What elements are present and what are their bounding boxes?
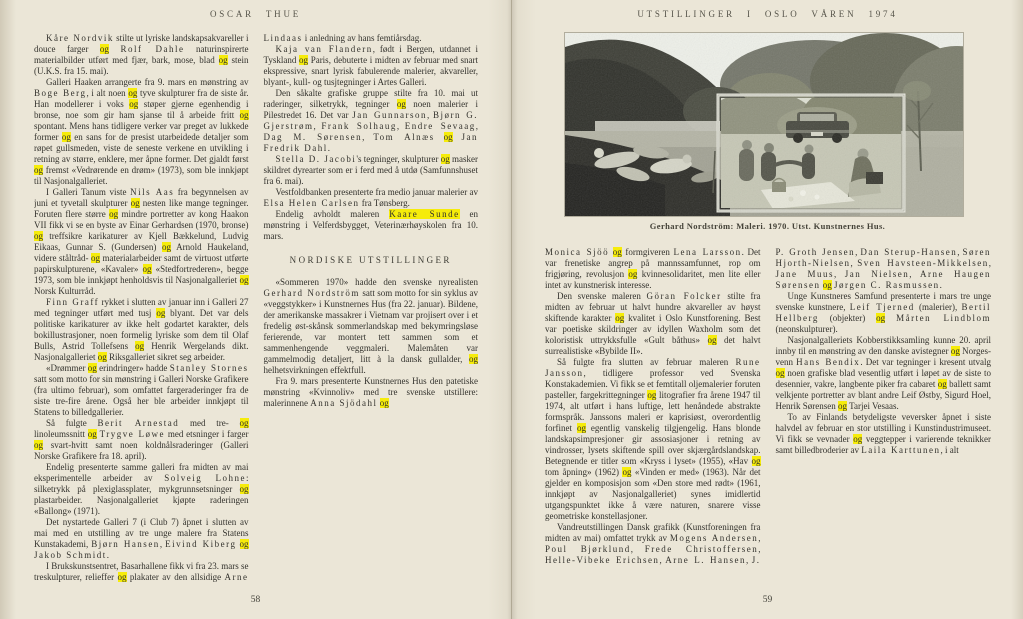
- person-name: Mogens Andersen: [669, 533, 759, 543]
- person-name: Leif Tjerned: [849, 302, 915, 312]
- person-name: Kaja van Flandern: [275, 44, 373, 54]
- page-right: [512, 0, 1023, 619]
- search-highlight: og: [622, 467, 632, 477]
- search-highlight: og: [443, 132, 453, 142]
- search-highlight: og: [218, 55, 228, 65]
- search-highlight: og: [239, 418, 249, 428]
- person-name: Eivind Kiberg: [165, 539, 237, 549]
- person-name: Hans Bendix: [796, 357, 861, 367]
- person-name: Dag M. Sørensen: [263, 132, 363, 142]
- search-highlight: og: [853, 434, 863, 444]
- exhibition-photo: [565, 33, 963, 216]
- person-name: Berit Arnestad: [97, 418, 180, 428]
- search-highlight: og: [87, 363, 97, 373]
- section-heading: NORDISKE UTSTILLINGER: [289, 255, 452, 265]
- paragraph: Fra 9. mars presenterte Kunstnernes Hus den patetiske mønstring «Kvinnoliv» med tre svenske utstillere: malerinnene Anna Sjödahl og: [263, 376, 478, 408]
- paragraph: Så fulgte Berit Arnestad med tre- og linoleumssnitt og Trygve Løwe med etsninger i farger og svart-hvitt samt noen koldnålsraderinger (Galleri Norske Grafikere fra 18. april).: [34, 418, 249, 461]
- search-highlight: og: [91, 253, 100, 263]
- person-name: Stella D. Jacobi: [275, 154, 357, 164]
- search-highlight: og: [751, 456, 761, 466]
- photo-caption: Gerhard Nordström: Maleri. 1970. Utst. Kunstnernes Hus.: [649, 221, 886, 231]
- paragraph: Monica Sjöö og formgiveren Lena Larsson. Det var frenetiske angrep på mannssamfunnet, rop om frigjøring, revolusjon og kvinnesolidaritet, men lite eller intet av kunstnerisk interesse.: [545, 247, 761, 290]
- paragraph: Vestfoldbanken presenterte fra medio januar malerier av Elsa Helen Carlsen fra Tønsberg.: [263, 187, 478, 208]
- search-highlight: og: [87, 429, 97, 439]
- search-highlight: og: [97, 352, 107, 362]
- person-name: Finn Graff: [46, 297, 100, 307]
- person-name: Jan Gunnarson: [352, 110, 427, 120]
- search-highlight: og: [299, 55, 309, 65]
- search-highlight: og: [239, 539, 249, 549]
- paragraph: Kåre Nordvik stilte ut lyriske landskapsakvareller i douce farger og Rolf Dahle naturinspirerte materialbilder utført med fjær, bark, mose, blad og stein (U.K.S. fra 15. mai).: [34, 33, 249, 76]
- paragraph: To av Finlands betydeligste veversker åpnet i siste halvdel av februar en stor utstilling i Kunstindustrimuseet. Vi fikk se vevnader og veggtepper i varierende teknikker samt billedbroderier av Laila Karttunen, i alt: [775, 412, 991, 455]
- paragraph: Endelig avholdt maleren Kaare Sunde en mønstring i Velferdsbygget, Veterinærhøyskolen fra 10. mars.: [263, 209, 478, 241]
- paragraph: Det nystartede Galleri 7 (i Club 7) åpnet i slutten av mai med en utstilling av tre unge malere fra Statens Kunstakademi, Bjørn Hansen, Eivind Kiberg og Jakob Schmidt.: [34, 517, 249, 560]
- person-name: Endre Sevaag: [404, 121, 476, 131]
- exhibition-photo-illustration: [565, 33, 963, 216]
- person-name: Mårten Lindblom: [896, 313, 991, 323]
- person-name: Kåre Nordvik: [46, 33, 114, 43]
- search-highlight: og: [239, 275, 249, 285]
- paragraph: I Galleri Tanum viste Nils Aas fra begynnelsen av juni et tyvetall skulpturer og nesten like mange tegninger. Foruten flere større og mindre portretter av kong Haakon VII fikk vi se en byste av Einar Gerhardsen (1970, bronse) og treffsikre karikaturer av Kjell Bækkelund, Ludvig Eikaas, Gunnar S. (Gundersen) og Arnold Haukeland, videre ståltråd- og materialarbeider samt de virtuost utførte papirskulpturene, «Kavaler» og «Stedfortrederen», begge 1973, som ble innkjøpt henholdsvis til Nasjonalgalleriet og Norsk Kulturråd.: [34, 187, 249, 296]
- search-highlight: og: [109, 209, 119, 219]
- search-highlight: og: [130, 198, 140, 208]
- search-highlight: og: [239, 110, 249, 120]
- paragraph: Vandreutstillingen Dansk grafikk (Kunstforeningen fra midten av mai) omfattet trykk av Mogens Andersen, Poul Bjørklund, Frede Christoffersen, Helle-Vibeke Erichsen, Arne L. Hansen, J. P. Groth Jensen, Dan Sterup-Hansen, Søren Hjorth-Nielsen, Sven Havsteen-Mikkelsen, Jane Muus, Jan Nielsen, Arne Haugen Sørensen og Jørgen C. Rasmussen.: [545, 247, 991, 565]
- search-highlight: og: [937, 379, 947, 389]
- person-name: Monica Sjöö: [545, 247, 610, 257]
- search-highlight: og: [615, 313, 625, 323]
- paragraph: Galleri Haaken arrangerte fra 9. mars en mønstring av Boge Berg, i alt noen og tyve skulpturer fra de siste år. Han modellerer i voks og støper gjerne egenhendig i bronse, noe som gir ham sjanse til å arbeide fritt og spontant. Mens hans tidligere verker var preget av lukkede former og en sans for de presist utarbeidede detaljer som røpet gullsmeden, viste de seneste verkene en utvikling i retning av større, enklere, mer åpne former. Det gjaldt først og fremst «Vedrørende en drøm» (1973), som ble innkjøpt til Nasjonalgalleriet.: [34, 77, 249, 186]
- search-highlight: og: [142, 264, 152, 274]
- left-page-text-columns: [34, 33, 478, 589]
- person-name: Jakob Schmidt: [34, 550, 107, 560]
- person-name: Gerhard Nordström: [263, 288, 360, 298]
- running-head-right: UTSTILLINGER I OSLO VÅREN 1974: [637, 9, 898, 19]
- person-name: Tom Alnæs: [373, 132, 435, 142]
- search-highlight: og: [162, 242, 171, 252]
- person-name: Dan Sterup-Hansen: [860, 247, 958, 257]
- person-name: Jørgen C. Rasmussen: [834, 280, 940, 290]
- search-highlight: og: [775, 368, 785, 378]
- person-name: Arne Haugen Sørensen: [775, 269, 991, 290]
- person-name: Bjørn Hansen: [91, 539, 160, 549]
- search-highlight: og: [950, 346, 960, 356]
- person-name: Jan Fredrik Dahl: [263, 132, 478, 153]
- search-highlight: og: [156, 308, 166, 318]
- search-highlight: og: [61, 132, 71, 142]
- page-left: [0, 0, 511, 619]
- person-name: Rolf Dahle: [120, 44, 185, 54]
- search-highlight: og: [135, 341, 145, 351]
- person-name: Göran Folcker: [646, 291, 722, 301]
- person-name: Lena Larsson: [673, 247, 742, 257]
- paragraph: I Brukskunstsentret, Basarhallene fikk vi fra 23. mars se treskulpturer, relieffer og plakater av den allsidige Arne Lindaas i anledning av hans femtiårsdag.: [34, 33, 422, 582]
- paragraph: Unge Kunstneres Samfund presenterte i mars tre unge svenske kunstnere, Leif Tjerned (malerier), Bertil Hellberg (objekter) og Mårten Lindblom (neonskulpturer).: [775, 291, 991, 334]
- person-name: Bertil Hellberg: [775, 302, 991, 323]
- search-highlight: [389, 209, 459, 219]
- search-highlight: og: [396, 99, 406, 109]
- search-highlight: og: [99, 44, 109, 54]
- person-name: Jan Nielsen: [844, 269, 910, 279]
- search-highlight: og: [707, 335, 717, 345]
- running-head-left: OSCAR THUE: [209, 9, 302, 19]
- search-highlight: og: [129, 99, 139, 109]
- search-highlight: og: [128, 88, 138, 98]
- search-highlight: og: [440, 154, 450, 164]
- person-name: Frede Christoffersen: [644, 544, 759, 554]
- search-highlight: og: [876, 313, 886, 323]
- paragraph: Stella D. Jacobi's tegninger, skulpturer og masker skildret dyrearter som er i ferd med å utdø (Samfunnshuset fra 6. mai).: [263, 154, 478, 186]
- person-name: Nils Aas: [130, 187, 175, 197]
- person-name: Solveig Lohne: [164, 473, 246, 483]
- search-highlight: og: [34, 231, 43, 241]
- person-name: Jane Muus: [775, 269, 834, 279]
- paragraph: Kaja van Flandern, født i Bergen, utdannet i Tyskland og Paris, debuterte i midten av februar med snart ekspressive, snart lyrisk fabulerende malerier, akvareller, blyant-, kull- og tusjtegninger i Artes Galleri.: [263, 44, 478, 87]
- person-name: Bjørn G. Gjerstrøm: [263, 110, 478, 131]
- search-highlight: og: [838, 401, 847, 411]
- person-name: Arne L. Hansen: [665, 555, 746, 565]
- person-name: Rune Jansson: [545, 357, 761, 378]
- person-name: Elsa Helen Carlsen: [263, 198, 360, 208]
- person-name: Sven Havsteen-Mikkelsen: [857, 258, 989, 268]
- search-highlight: og: [822, 280, 832, 290]
- person-name: Poul Bjørklund: [545, 544, 631, 554]
- search-highlight: og: [469, 354, 478, 364]
- search-highlight: og: [34, 440, 43, 450]
- person-name: Laila Karttunen: [861, 445, 941, 455]
- paragraph: Finn Graff rykket i slutten av januar inn i Galleri 27 med tegninger utført med tusj og blyant. Det var dels politiske karikaturer av ikke helt godartet karakter, dels bokillustrasjoner, noen formelig lyriske som dem til Olaf Bulls, Astrid Tollefsens og Henrik Wergelands dikt. Nasjonalgalleriet og Riksgalleriet sikret seg arbeider.: [34, 297, 249, 362]
- paragraph: Så fulgte fra slutten av februar maleren Rune Jansson, tidligere professor ved Svenska Konstakademien. Vi fikk se et femtitall oljemalerier foruten pasteller, fargekrittegninger og litografier fra årene 1947 til 1974, alt utført i hans luftige, lett henåndede abstrakte formspråk. Janssons maleri er kaprisiøst, overordentlig forfinet og egentlig vanskelig tilgjengelig. Hans blonde landskapsimpresjoner gir assosiasjoner i retning av vindrosser, lysets skiftende spill over skjærgårdslandskap. Betegnende er titler som «Kryss i lyset» (1955), «Hav og tom åpning» (1962) og «Vinden er med» (1963). Når det gjelder en komposisjon som «Den store med rødt» (1961, innkjøpt av Nasjonalgalleriet) synes imidlertid utgangspunktet ikke å være naturen, snarere visse geometriske konstellasjoner.: [545, 357, 761, 521]
- person-name: Frank Solhaug: [321, 121, 397, 131]
- person-name: J. P. Groth Jensen: [751, 247, 856, 565]
- person-name: Kaare Sunde: [389, 209, 460, 219]
- page-number-left: 58: [250, 595, 261, 605]
- paragraph: «Drømmer og erindringer» hadde Stanley Stornes satt som motto for sin mønstring i Galleri Norske Grafikere (fra ultimo februar), som omfattet fargeraderinger fra de siste tre-fire årene. Også her ble arbeider innkjøpt til Statens to billedgallerier.: [34, 363, 249, 417]
- person-name: Boge Berg: [34, 88, 87, 98]
- search-highlight: og: [239, 484, 249, 494]
- page-number-right: 59: [762, 595, 773, 605]
- person-name: Stanley Stornes: [169, 363, 249, 373]
- person-name: Arne Lindaas: [224, 33, 303, 582]
- paragraph: «Sommeren 1970» hadde den svenske nyrealisten Gerhard Nordström satt som motto for sin syklus av «veggstykker» i Kunstnernes Hus (fra 22. januar). Bildene, der amerikanske massakrer i Vietnam var projisert over i et fredelig øst-skånsk sommerlandskap med bekymringsløse ferierende, var montert tett sammen som et sammenhengende veggmaleri. Malemåten var gammelmodig detaljert, litt à la dansk gullalder, og helhetsvirkningen effektfull.: [263, 277, 478, 375]
- paragraph: Den såkalte grafiske gruppe stilte fra 10. mai ut raderinger, silketrykk, tegninger og noen malerier i Pilestredet 16. Det var Jan Gunnarson, Bjørn G. Gjerstrøm, Frank Solhaug, Endre Sevaag, Dag M. Sørensen, Tom Alnæs og Jan Fredrik Dahl.: [263, 88, 478, 153]
- paragraph: Endelig presenterte samme galleri fra midten av mai eksperimentelle arbeider av Solveig Lohne: silketrykk på plexiglassplater, mykgrunnsetsninger og plastarbeider. Nasjonalgalleriet kjøpte raderingen «Ballong» (1971).: [34, 462, 249, 516]
- paragraph: Den svenske maleren Göran Folcker stilte fra midten av februar ut halvt hundre akvareller av høyst skiftende karakter og kvalitet i Oslo Kunstforening. Best var poetiske skildringer av idyllen Waxholm som det koloristisk uttrykksfulle «Gult båthus» og det halvt surrealistiske «Bybilde II».: [545, 291, 761, 356]
- person-name: Helle-Vibeke Erichsen: [545, 555, 660, 565]
- search-highlight: og: [576, 423, 586, 433]
- search-highlight: og: [34, 165, 43, 175]
- search-highlight: og: [117, 572, 127, 582]
- search-highlight: og: [612, 247, 622, 257]
- search-highlight: og: [628, 269, 638, 279]
- person-name: Søren Hjorth-Nielsen: [775, 247, 991, 268]
- paragraph: Nasjonalgalleriets Kobberstikksamling kunne 20. april innby til en mønstring av den danske avistegner og Norges-venn Hans Bendix. Det var tegninger i kresent utvalg og noen grafiske blad vesentlig utført i løpet av de siste to desennier, vakre, langbente piker fra cabaret og ballett samt velkjente portretter av blant andre Leif Østby, Sigurd Hoel, Henrik Sørensen og Tarjei Vesaas.: [775, 335, 991, 411]
- search-highlight: og: [379, 398, 389, 408]
- person-name: Anna Sjödahl: [310, 398, 378, 408]
- right-page-text-columns: [545, 247, 991, 571]
- search-highlight: og: [647, 390, 657, 400]
- person-name: Trygve Løwe: [99, 429, 166, 439]
